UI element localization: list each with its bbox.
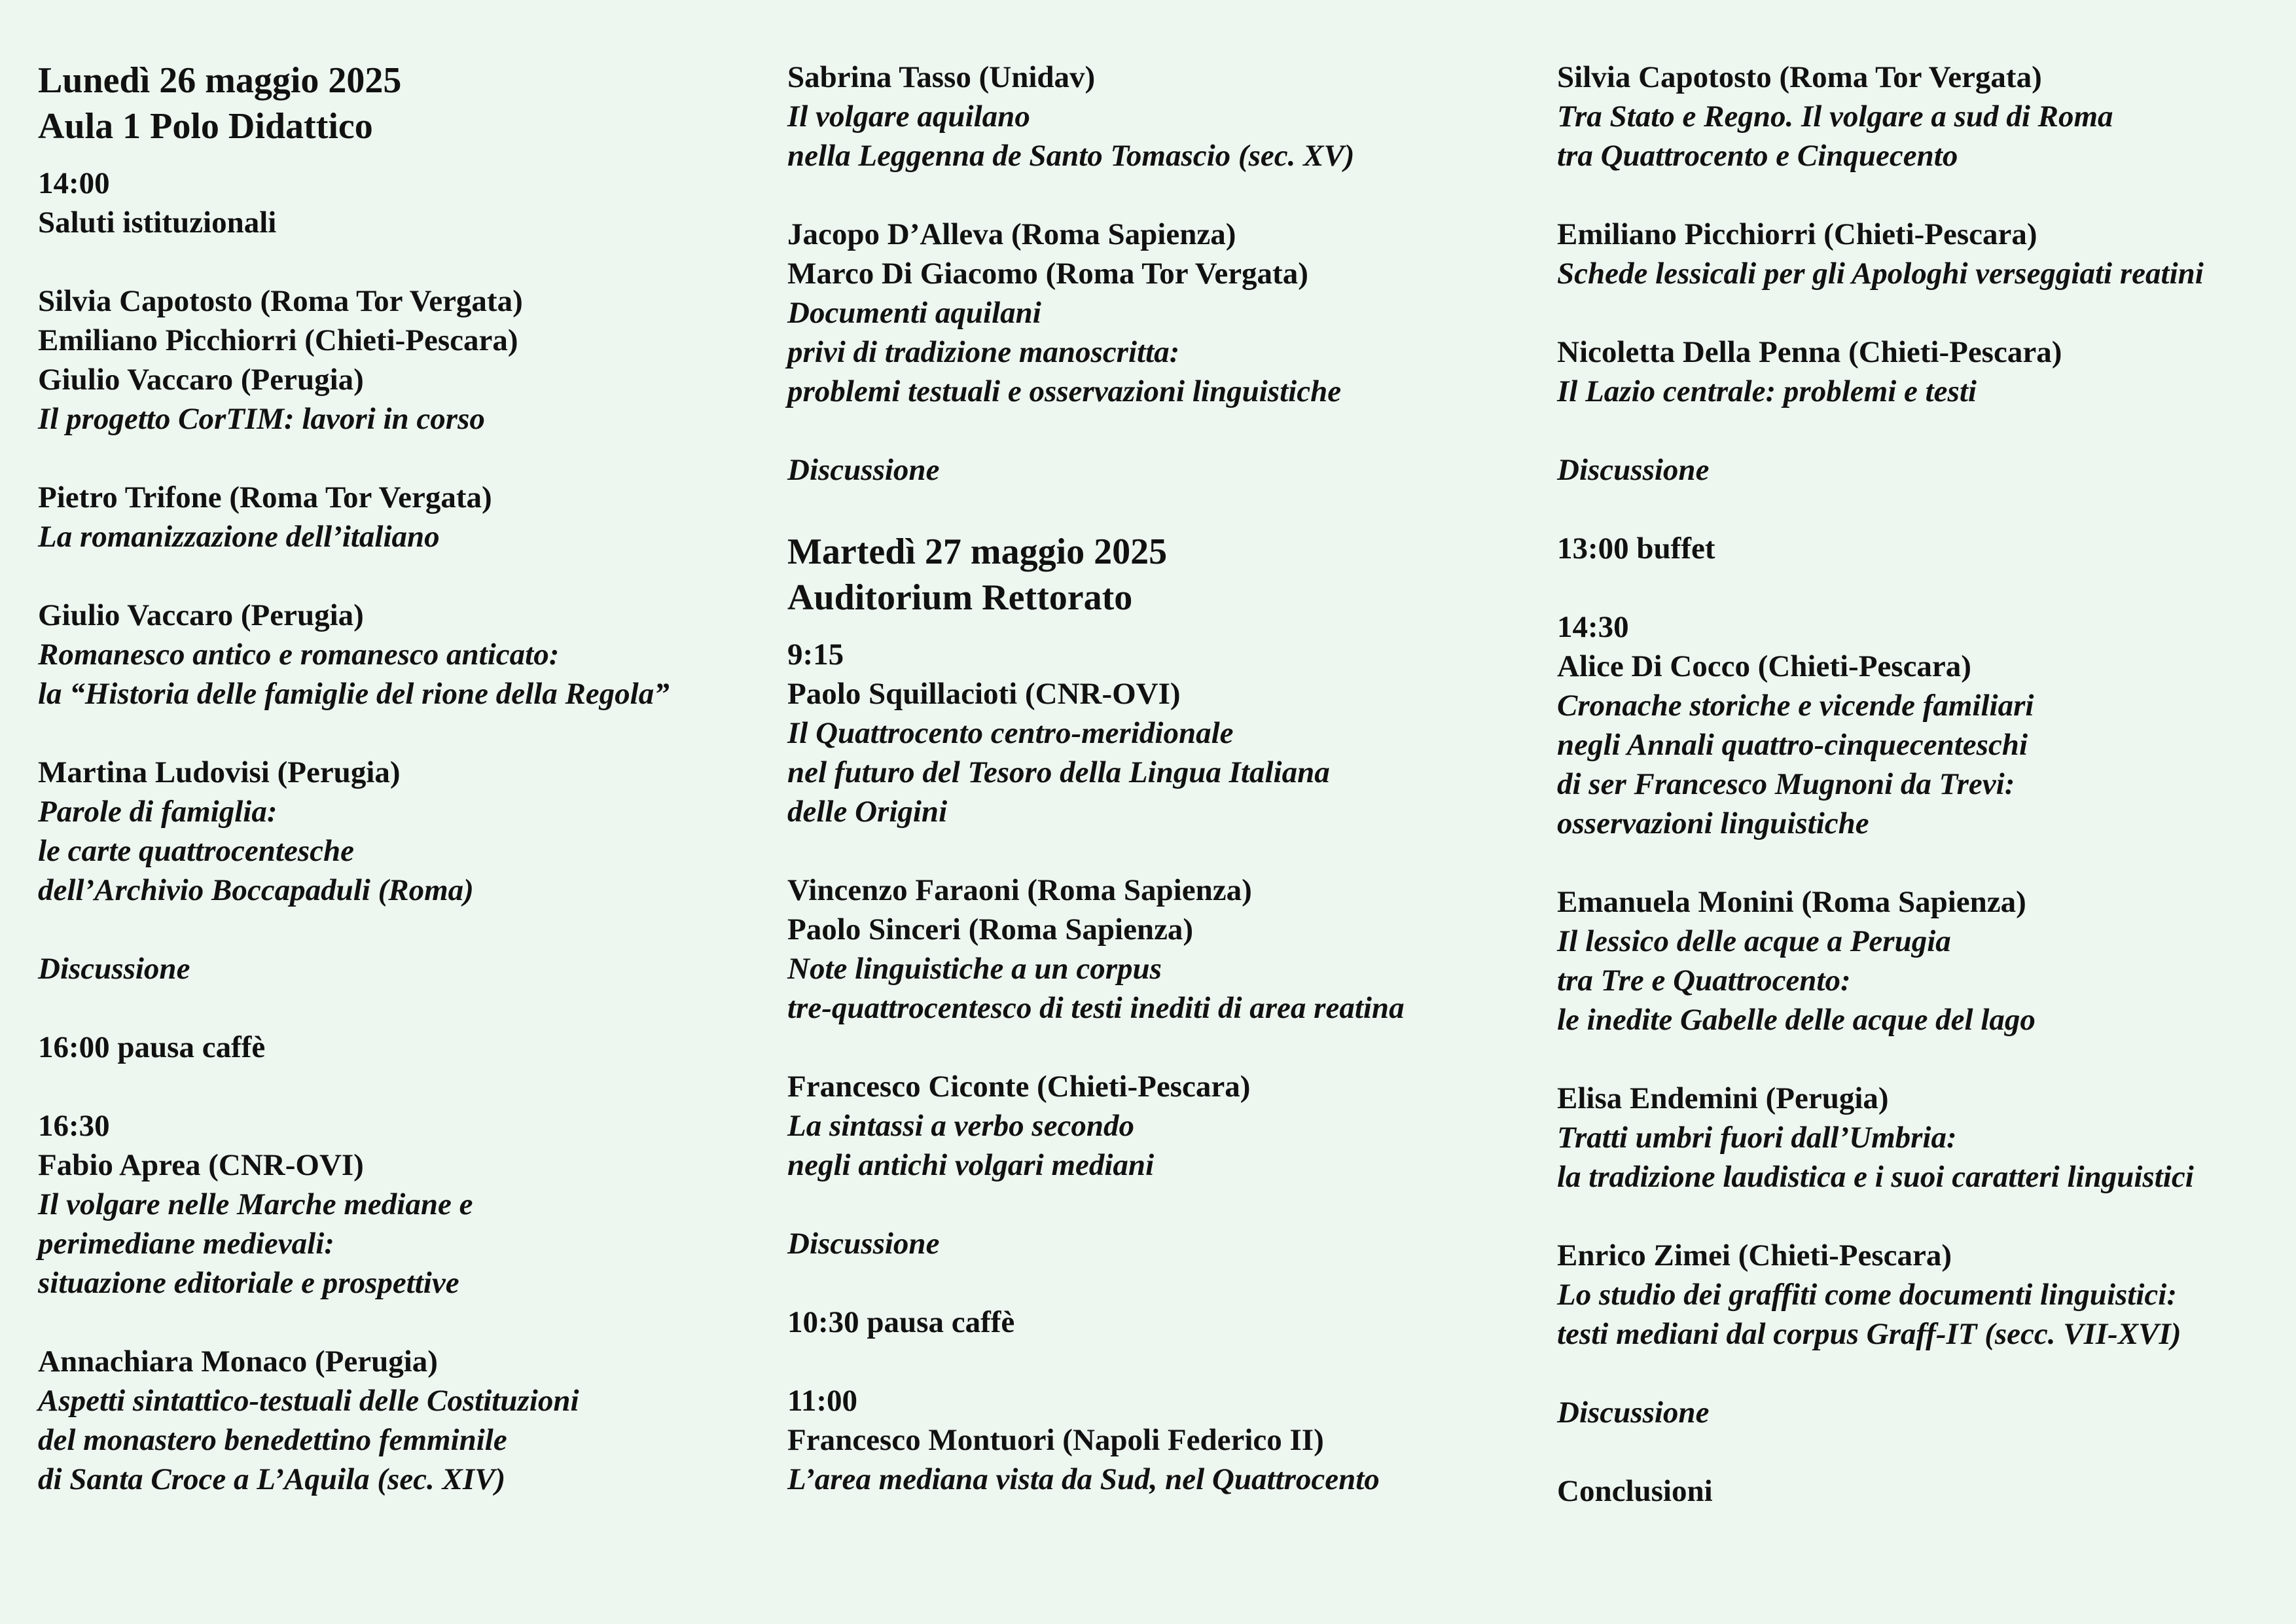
programme-line: Emiliano Picchiorri (Chieti-Pescara) — [38, 323, 518, 357]
spacer — [38, 439, 764, 478]
day-heading: Auditorium Rettorato — [787, 577, 1133, 618]
talk-title-line: Il Lazio centrale: problemi e testi — [1557, 374, 1977, 408]
talk-title-line: Parole di famiglia: — [38, 795, 278, 829]
talk-title-line: Cronache storiche e vicende familiari — [1557, 689, 2034, 723]
talk-title-line: Discussione — [787, 453, 940, 487]
talk-title-line: La sintassi a verbo secondo — [787, 1109, 1135, 1143]
programme-line: Fabio Aprea (CNR-OVI) — [38, 1148, 364, 1182]
talk-title-line: Il volgare aquilano — [787, 99, 1030, 134]
spacer — [38, 910, 764, 949]
spacer — [1557, 1197, 2284, 1236]
spacer — [38, 149, 764, 164]
programme-column-3 — [1557, 58, 2284, 1511]
programme-line: Paolo Sinceri (Roma Sapienza) — [787, 912, 1194, 947]
programme-column-2 — [787, 58, 1514, 1499]
day-heading: Martedì 27 maggio 2025 — [787, 532, 1168, 572]
programme-line: Emanuela Monini (Roma Sapienza) — [1557, 885, 2026, 919]
talk-title-line: Tratti umbri fuori dall’Umbria: — [1557, 1121, 1957, 1155]
talk-title-line: negli antichi volgari mediani — [787, 1148, 1155, 1182]
spacer — [1557, 411, 2284, 450]
talk-title-line: le carte quattrocentesche — [38, 834, 354, 868]
programme-line: Enrico Zimei (Chieti-Pescara) — [1557, 1238, 1952, 1272]
spacer — [787, 831, 1514, 871]
spacer — [1557, 1432, 2284, 1471]
talk-title-line: Il progetto CorTIM: lavori in corso — [38, 402, 485, 436]
spacer — [787, 175, 1514, 215]
talk-title-line: del monastero benedettino femminile — [38, 1423, 507, 1457]
programme-line: 11:00 — [787, 1384, 858, 1418]
spacer — [38, 988, 764, 1028]
talk-title-line: La romanizzazione dell’italiano — [38, 520, 440, 554]
programme-line: 10:30 pausa caffè — [787, 1305, 1015, 1339]
talk-title-line: tra Quattrocento e Cinquecento — [1557, 139, 1958, 173]
programme-line: Silvia Capotosto (Roma Tor Vergata) — [38, 284, 523, 318]
talk-title-line: la “Historia delle famiglie del rione della Regola” — [38, 677, 670, 711]
talk-title-line: Discussione — [787, 1227, 940, 1261]
programme-line: Vincenzo Faraoni (Roma Sapienza) — [787, 873, 1252, 907]
programme-line: Sabrina Tasso (Unidav) — [787, 60, 1096, 94]
talk-title-line: Romanesco antico e romanesco anticato: — [38, 638, 560, 672]
spacer — [1557, 1354, 2284, 1393]
talk-title-line: le inedite Gabelle delle acque del lago — [1557, 1003, 2036, 1037]
programme-line: Francesco Ciconte (Chieti-Pescara) — [787, 1070, 1251, 1104]
programme-line: 16:00 pausa caffè — [38, 1030, 266, 1064]
programme-line: 9:15 — [787, 638, 844, 672]
talk-title-line: di Santa Croce a L’Aquila (sec. XIV) — [38, 1462, 506, 1496]
spacer — [787, 621, 1514, 635]
spacer — [38, 242, 764, 281]
talk-title-line: Il volgare nelle Marche mediane e — [38, 1187, 473, 1221]
talk-title-line: Schede lessicali per gli Apologhi verseggiati reatini — [1557, 257, 2204, 291]
spacer — [38, 556, 764, 596]
spacer — [787, 1263, 1514, 1303]
programme-line: Pietro Trifone (Roma Tor Vergata) — [38, 480, 492, 514]
talk-title-line: Discussione — [1557, 1396, 1710, 1430]
programme-line: Martina Ludovisi (Perugia) — [38, 755, 401, 789]
talk-title-line: Note linguistiche a un corpus — [787, 952, 1162, 986]
spacer — [38, 713, 764, 753]
talk-title-line: Lo studio dei graffiti come documenti linguistici: — [1557, 1278, 2177, 1312]
programme-line: Nicoletta Della Penna (Chieti-Pescara) — [1557, 335, 2062, 369]
talk-title-line: dell’Archivio Boccapaduli (Roma) — [38, 873, 474, 907]
programme-line: 14:00 — [38, 166, 110, 200]
talk-title-line: perimediane medievali: — [38, 1227, 334, 1261]
spacer — [787, 1342, 1514, 1381]
day-heading: Aula 1 Polo Didattico — [38, 106, 373, 147]
talk-title-line: situazione editoriale e prospettive — [38, 1266, 459, 1300]
talk-title-line: Discussione — [38, 952, 190, 986]
spacer — [787, 1185, 1514, 1224]
talk-title-line: nel futuro del Tesoro della Lingua Italiana — [787, 755, 1330, 789]
spacer — [1557, 490, 2284, 529]
talk-title-line: Il lessico delle acque a Perugia — [1557, 924, 1951, 958]
programme-line: 13:00 buffet — [1557, 532, 1715, 566]
talk-title-line: delle Origini — [787, 795, 948, 829]
talk-title-line: problemi testuali e osservazioni linguistiche — [787, 374, 1342, 408]
talk-title-line: privi di tradizione manoscritta: — [787, 335, 1180, 369]
talk-title-line: negli Annali quattro-cinquecenteschi — [1557, 728, 2028, 762]
talk-title-line: osservazioni linguistiche — [1557, 806, 1869, 840]
spacer — [38, 1303, 764, 1342]
talk-title-line: la tradizione laudistica e i suoi caratteri linguistici — [1557, 1160, 2194, 1194]
programme-line: Elisa Endemini (Perugia) — [1557, 1081, 1889, 1115]
programme-line: Annachiara Monaco (Perugia) — [38, 1344, 438, 1379]
programme-line: Emiliano Picchiorri (Chieti-Pescara) — [1557, 217, 2037, 251]
programme-line: 14:30 — [1557, 610, 1629, 644]
talk-title-line: Aspetti sintattico-testuali delle Costituzioni — [38, 1384, 579, 1418]
programme-line: Giulio Vaccaro (Perugia) — [38, 598, 364, 632]
spacer — [1557, 175, 2284, 215]
talk-title-line: Documenti aquilani — [787, 296, 1041, 330]
spacer — [787, 411, 1514, 450]
talk-title-line: tre-quattrocentesco di testi inediti di area reatina — [787, 991, 1405, 1025]
programme-line: Francesco Montuori (Napoli Federico II) — [787, 1423, 1324, 1457]
talk-title-line: tra Tre e Quattrocento: — [1557, 964, 1851, 998]
programme-line: 16:30 — [38, 1109, 110, 1143]
spacer — [787, 1028, 1514, 1067]
programme-line: Giulio Vaccaro (Perugia) — [38, 363, 364, 397]
talk-title-line: di ser Francesco Mugnoni da Trevi: — [1557, 767, 2015, 801]
talk-title-line: Tra Stato e Regno. Il volgare a sud di Roma — [1557, 99, 2113, 134]
talk-title-line: Il Quattrocento centro-meridionale — [787, 716, 1234, 750]
spacer — [38, 1067, 764, 1106]
spacer — [1557, 1039, 2284, 1079]
spacer — [1557, 568, 2284, 607]
programme-line: Silvia Capotosto (Roma Tor Vergata) — [1557, 60, 2042, 94]
spacer — [787, 490, 1514, 529]
day-heading: Lunedì 26 maggio 2025 — [38, 60, 402, 101]
programme-line: Paolo Squillacioti (CNR-OVI) — [787, 677, 1181, 711]
talk-title-line: L’area mediana vista da Sud, nel Quattrocento — [787, 1462, 1380, 1496]
talk-title-line: Discussione — [1557, 453, 1710, 487]
spacer — [1557, 293, 2284, 333]
programme-column-1 — [38, 58, 764, 1499]
programme-line: Jacopo D’Alleva (Roma Sapienza) — [787, 217, 1236, 251]
spacer — [1557, 843, 2284, 882]
programme-line: Alice Di Cocco (Chieti-Pescara) — [1557, 649, 1971, 683]
talk-title-line: nella Leggenna de Santo Tomascio (sec. XV) — [787, 139, 1355, 173]
programme-line: Marco Di Giacomo (Roma Tor Vergata) — [787, 257, 1308, 291]
programme-line: Saluti istituzionali — [38, 206, 277, 240]
talk-title-line: testi mediani dal corpus Graff-IT (secc. VII-XVI) — [1557, 1317, 2181, 1351]
programme-line: Conclusioni — [1557, 1474, 1713, 1508]
